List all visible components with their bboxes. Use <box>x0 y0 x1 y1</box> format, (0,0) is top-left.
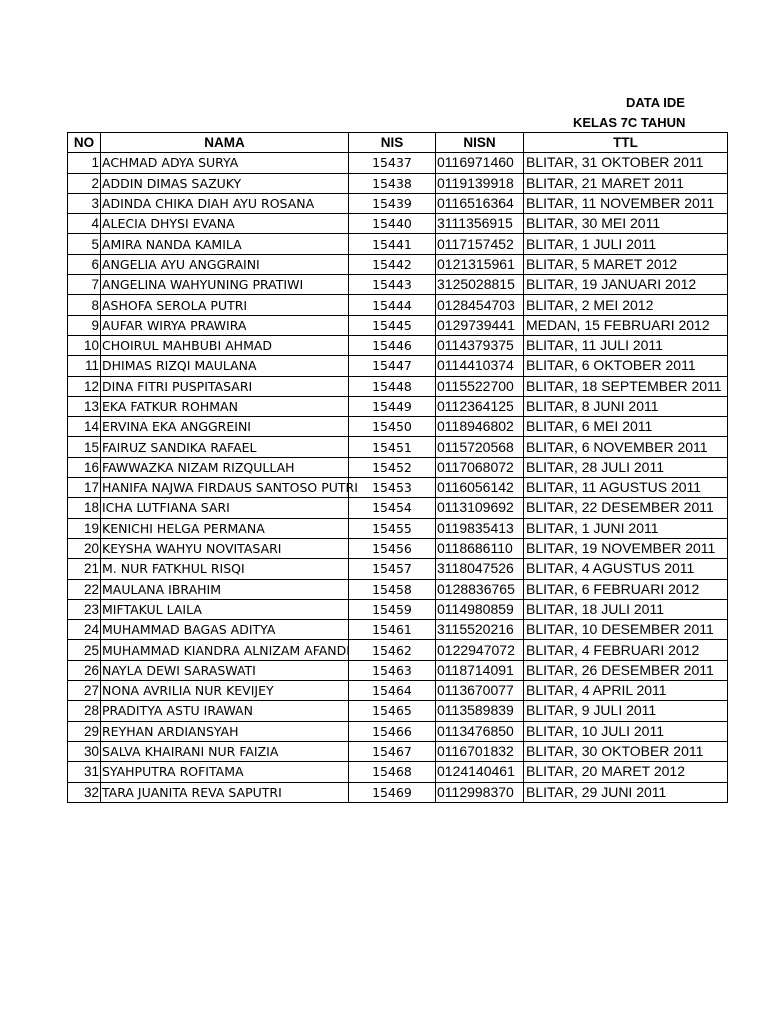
cell-nis: 15459 <box>349 599 436 619</box>
cell-no: 19 <box>68 518 101 538</box>
cell-nis: 15443 <box>349 275 436 295</box>
cell-ttl: BLITAR, 29 JUNI 2011 <box>524 782 728 802</box>
cell-ttl: BLITAR, 10 DESEMBER 2011 <box>524 620 728 640</box>
table-row <box>68 396 728 416</box>
cell-nis: 15450 <box>349 417 436 437</box>
cell-nisn: 3115520216 <box>436 620 524 640</box>
cell-nama: CHOIRUL MAHBUBI AHMAD <box>101 335 349 355</box>
table-body <box>68 153 728 803</box>
cell-no: 2 <box>68 173 101 193</box>
cell-nis: 15438 <box>349 173 436 193</box>
cell-nisn: 0119835413 <box>436 518 524 538</box>
cell-nis: 15464 <box>349 681 436 701</box>
cell-ttl: BLITAR, 4 AGUSTUS 2011 <box>524 559 728 579</box>
cell-nis: 15469 <box>349 782 436 802</box>
cell-nama: NAYLA DEWI SARASWATI <box>101 660 349 680</box>
cell-nama: ADINDA CHIKA DIAH AYU ROSANA <box>101 193 349 213</box>
cell-ttl: BLITAR, 18 JULI 2011 <box>524 599 728 619</box>
cell-nama: NONA AVRILIA NUR KEVIJEY <box>101 681 349 701</box>
cell-ttl: BLITAR, 9 JULI 2011 <box>524 701 728 721</box>
cell-nis: 15468 <box>349 762 436 782</box>
table-row <box>68 356 728 376</box>
cell-nisn: 3125028815 <box>436 275 524 295</box>
cell-nis: 15467 <box>349 741 436 761</box>
table-row <box>68 457 728 477</box>
cell-nama: ERVINA EKA ANGGREINI <box>101 417 349 437</box>
cell-nama: ANGELIA AYU ANGGRAINI <box>101 254 349 274</box>
cell-nis: 15451 <box>349 437 436 457</box>
cell-no: 20 <box>68 538 101 558</box>
cell-nis: 15456 <box>349 538 436 558</box>
cell-nisn: 0113476850 <box>436 721 524 741</box>
cell-nama: PRADITYA ASTU IRAWAN <box>101 701 349 721</box>
table-row <box>68 437 728 457</box>
table-row <box>68 782 728 802</box>
cell-nisn: 0118686110 <box>436 538 524 558</box>
cell-nisn: 0113109692 <box>436 498 524 518</box>
cell-no: 10 <box>68 335 101 355</box>
cell-nisn: 0114410374 <box>436 356 524 376</box>
cell-nisn: 0116056142 <box>436 478 524 498</box>
cell-ttl: BLITAR, 26 DESEMBER 2011 <box>524 660 728 680</box>
cell-ttl: BLITAR, 11 JULI 2011 <box>524 335 728 355</box>
cell-ttl: BLITAR, 6 NOVEMBER 2011 <box>524 437 728 457</box>
cell-nis: 15440 <box>349 214 436 234</box>
cell-nisn: 0117157452 <box>436 234 524 254</box>
cell-nisn: 0113589839 <box>436 701 524 721</box>
cell-nis: 15439 <box>349 193 436 213</box>
cell-nisn: 0121315961 <box>436 254 524 274</box>
cell-nisn: 0112364125 <box>436 396 524 416</box>
table-row <box>68 741 728 761</box>
cell-nisn: 0112998370 <box>436 782 524 802</box>
cell-nis: 15444 <box>349 295 436 315</box>
cell-nis: 15448 <box>349 376 436 396</box>
cell-no: 6 <box>68 254 101 274</box>
student-table <box>67 132 728 803</box>
cell-ttl: BLITAR, 4 FEBRUARI 2012 <box>524 640 728 660</box>
table-row <box>68 417 728 437</box>
cell-nama: ICHA LUTFIANA SARI <box>101 498 349 518</box>
table-row <box>68 640 728 660</box>
cell-ttl: BLITAR, 21 MARET 2011 <box>524 173 728 193</box>
cell-nisn: 0116701832 <box>436 741 524 761</box>
cell-no: 21 <box>68 559 101 579</box>
cell-no: 29 <box>68 721 101 741</box>
cell-ttl: BLITAR, 1 JULI 2011 <box>524 234 728 254</box>
cell-nisn: 0115720568 <box>436 437 524 457</box>
cell-nis: 15466 <box>349 721 436 741</box>
cell-no: 17 <box>68 478 101 498</box>
class-title: KELAS 7C TAHUN <box>573 115 686 130</box>
cell-no: 18 <box>68 498 101 518</box>
cell-nisn: 0117068072 <box>436 457 524 477</box>
cell-nisn: 0129739441 <box>436 315 524 335</box>
column-header-ttl: TTL <box>524 133 728 153</box>
cell-ttl: BLITAR, 2 MEI 2012 <box>524 295 728 315</box>
table-row <box>68 173 728 193</box>
cell-no: 31 <box>68 762 101 782</box>
cell-nis: 15461 <box>349 620 436 640</box>
cell-nama: HANIFA NAJWA FIRDAUS SANTOSO PUTRI <box>101 478 349 498</box>
cell-nis: 15455 <box>349 518 436 538</box>
table-row <box>68 376 728 396</box>
cell-no: 26 <box>68 660 101 680</box>
cell-nisn: 0119139918 <box>436 173 524 193</box>
cell-nis: 15458 <box>349 579 436 599</box>
cell-nisn: 0118946802 <box>436 417 524 437</box>
table-row <box>68 478 728 498</box>
cell-no: 24 <box>68 620 101 640</box>
cell-nis: 15452 <box>349 457 436 477</box>
document-title: DATA IDE <box>626 95 685 110</box>
cell-nama: SALVA KHAIRANI NUR FAIZIA <box>101 741 349 761</box>
cell-ttl: BLITAR, 4 APRIL 2011 <box>524 681 728 701</box>
cell-ttl: BLITAR, 22 DESEMBER 2011 <box>524 498 728 518</box>
table-row <box>68 721 728 741</box>
table-row <box>68 762 728 782</box>
table-row <box>68 559 728 579</box>
cell-ttl: BLITAR, 20 MARET 2012 <box>524 762 728 782</box>
cell-nama: EKA FATKUR ROHMAN <box>101 396 349 416</box>
cell-nama: ASHOFA SEROLA PUTRI <box>101 295 349 315</box>
cell-ttl: BLITAR, 8 JUNI 2011 <box>524 396 728 416</box>
cell-no: 30 <box>68 741 101 761</box>
cell-nis: 15449 <box>349 396 436 416</box>
cell-nama: DHIMAS RIZQI MAULANA <box>101 356 349 376</box>
table-row <box>68 234 728 254</box>
cell-ttl: BLITAR, 30 OKTOBER 2011 <box>524 741 728 761</box>
table-header-row <box>68 133 728 153</box>
table-row <box>68 498 728 518</box>
cell-nis: 15445 <box>349 315 436 335</box>
cell-nis: 15463 <box>349 660 436 680</box>
table-row <box>68 335 728 355</box>
table-row <box>68 701 728 721</box>
cell-nama: MUHAMMAD KIANDRA ALNIZAM AFANDI <box>101 640 349 660</box>
table-row <box>68 193 728 213</box>
cell-no: 32 <box>68 782 101 802</box>
table-row <box>68 315 728 335</box>
cell-nisn: 0128836765 <box>436 579 524 599</box>
table-row <box>68 620 728 640</box>
table-row <box>68 538 728 558</box>
cell-nisn: 0116971460 <box>436 153 524 173</box>
cell-no: 4 <box>68 214 101 234</box>
cell-no: 7 <box>68 275 101 295</box>
cell-nis: 15462 <box>349 640 436 660</box>
table-row <box>68 579 728 599</box>
cell-no: 8 <box>68 295 101 315</box>
cell-nisn: 0114980859 <box>436 599 524 619</box>
cell-no: 3 <box>68 193 101 213</box>
table-row <box>68 153 728 173</box>
cell-nisn: 0118714091 <box>436 660 524 680</box>
cell-nama: KEYSHA WAHYU NOVITASARI <box>101 538 349 558</box>
table-row <box>68 518 728 538</box>
cell-no: 1 <box>68 153 101 173</box>
cell-nis: 15437 <box>349 153 436 173</box>
cell-nis: 15454 <box>349 498 436 518</box>
cell-ttl: MEDAN, 15 FEBRUARI 2012 <box>524 315 728 335</box>
cell-nisn: 3118047526 <box>436 559 524 579</box>
cell-ttl: BLITAR, 5 MARET 2012 <box>524 254 728 274</box>
cell-nama: AMIRA NANDA KAMILA <box>101 234 349 254</box>
cell-no: 9 <box>68 315 101 335</box>
cell-nis: 15441 <box>349 234 436 254</box>
cell-no: 12 <box>68 376 101 396</box>
cell-no: 13 <box>68 396 101 416</box>
cell-nama: ADDIN DIMAS SAZUKY <box>101 173 349 193</box>
cell-no: 5 <box>68 234 101 254</box>
cell-ttl: BLITAR, 30 MEI 2011 <box>524 214 728 234</box>
cell-ttl: BLITAR, 19 NOVEMBER 2011 <box>524 538 728 558</box>
table-row <box>68 214 728 234</box>
table-row <box>68 681 728 701</box>
cell-no: 23 <box>68 599 101 619</box>
cell-no: 27 <box>68 681 101 701</box>
cell-nama: KENICHI HELGA PERMANA <box>101 518 349 538</box>
cell-no: 16 <box>68 457 101 477</box>
cell-nama: REYHAN ARDIANSYAH <box>101 721 349 741</box>
cell-nama: FAWWAZKA NIZAM RIZQULLAH <box>101 457 349 477</box>
cell-nisn: 0113670077 <box>436 681 524 701</box>
table-row <box>68 254 728 274</box>
cell-nama: DINA FITRI PUSPITASARI <box>101 376 349 396</box>
cell-ttl: BLITAR, 28 JULI 2011 <box>524 457 728 477</box>
table-row <box>68 275 728 295</box>
cell-nama: M. NUR FATKHUL RISQI <box>101 559 349 579</box>
cell-nisn: 0114379375 <box>436 335 524 355</box>
table-row <box>68 660 728 680</box>
column-header-nis: NIS <box>349 133 436 153</box>
table-row <box>68 295 728 315</box>
cell-nis: 15457 <box>349 559 436 579</box>
table-row <box>68 599 728 619</box>
cell-nama: SYAHPUTRA ROFITAMA <box>101 762 349 782</box>
cell-nama: MUHAMMAD BAGAS ADITYA <box>101 620 349 640</box>
cell-no: 14 <box>68 417 101 437</box>
cell-nisn: 3111356915 <box>436 214 524 234</box>
cell-no: 15 <box>68 437 101 457</box>
cell-nisn: 0115522700 <box>436 376 524 396</box>
cell-ttl: BLITAR, 19 JANUARI 2012 <box>524 275 728 295</box>
cell-ttl: BLITAR, 6 MEI 2011 <box>524 417 728 437</box>
cell-nama: MIFTAKUL LAILA <box>101 599 349 619</box>
column-header-nisn: NISN <box>436 133 524 153</box>
cell-nis: 15465 <box>349 701 436 721</box>
column-header-no: NO <box>68 133 101 153</box>
cell-nis: 15446 <box>349 335 436 355</box>
cell-nama: TARA JUANITA REVA SAPUTRI <box>101 782 349 802</box>
cell-ttl: BLITAR, 11 AGUSTUS 2011 <box>524 478 728 498</box>
cell-ttl: BLITAR, 31 OKTOBER 2011 <box>524 153 728 173</box>
cell-ttl: BLITAR, 18 SEPTEMBER 2011 <box>524 376 728 396</box>
cell-no: 11 <box>68 356 101 376</box>
cell-nama: MAULANA IBRAHIM <box>101 579 349 599</box>
cell-no: 22 <box>68 579 101 599</box>
cell-ttl: BLITAR, 6 FEBRUARI 2012 <box>524 579 728 599</box>
cell-nama: ALECIA DHYSI EVANA <box>101 214 349 234</box>
cell-ttl: BLITAR, 11 NOVEMBER 2011 <box>524 193 728 213</box>
cell-nama: AUFAR WIRYA PRAWIRA <box>101 315 349 335</box>
cell-ttl: BLITAR, 10 JULI 2011 <box>524 721 728 741</box>
cell-nisn: 0124140461 <box>436 762 524 782</box>
cell-no: 28 <box>68 701 101 721</box>
cell-nama: FAIRUZ SANDIKA RAFAEL <box>101 437 349 457</box>
cell-nama: ACHMAD ADYA SURYA <box>101 153 349 173</box>
cell-nis: 15447 <box>349 356 436 376</box>
cell-nisn: 0116516364 <box>436 193 524 213</box>
student-table-container <box>67 132 722 804</box>
cell-no: 25 <box>68 640 101 660</box>
cell-nisn: 0122947072 <box>436 640 524 660</box>
cell-nisn: 0128454703 <box>436 295 524 315</box>
cell-nis: 15442 <box>349 254 436 274</box>
cell-nama: ANGELINA WAHYUNING PRATIWI <box>101 275 349 295</box>
cell-ttl: BLITAR, 1 JUNI 2011 <box>524 518 728 538</box>
column-header-nama: NAMA <box>101 133 349 153</box>
cell-nis: 15453 <box>349 478 436 498</box>
cell-ttl: BLITAR, 6 OKTOBER 2011 <box>524 356 728 376</box>
